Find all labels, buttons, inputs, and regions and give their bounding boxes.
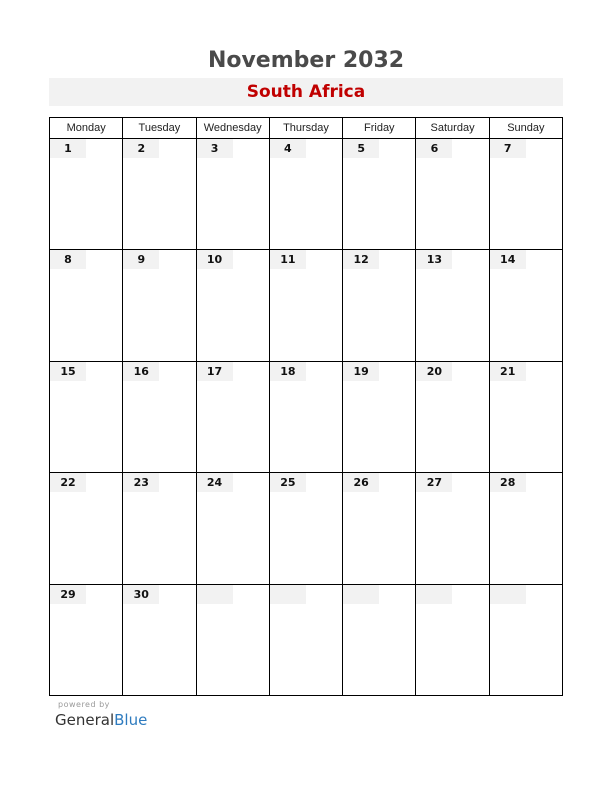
day-number: 10 (197, 250, 233, 269)
day-cell (416, 362, 489, 473)
day-number: 14 (490, 250, 526, 269)
day-number: 19 (343, 362, 379, 381)
day-number: 2 (123, 139, 159, 158)
day-cell (50, 362, 123, 473)
footer-logo (55, 700, 147, 729)
day-number: 28 (490, 473, 526, 492)
day-cell (343, 473, 416, 584)
day-number: 1 (50, 139, 86, 158)
day-cell (270, 362, 343, 473)
day-cell (50, 585, 123, 696)
day-number (197, 585, 233, 604)
day-cell (343, 585, 416, 696)
day-number: 7 (490, 139, 526, 158)
day-number: 13 (416, 250, 452, 269)
day-number: 9 (123, 250, 159, 269)
powered-by-text: powered by (58, 700, 110, 709)
day-number: 21 (490, 362, 526, 381)
day-cell (270, 473, 343, 584)
brand-logo (55, 711, 147, 729)
country-name: South Africa (246, 82, 366, 102)
day-cell (490, 250, 563, 361)
day-cell (197, 139, 270, 250)
weekday-header-sunday: Sunday (490, 118, 563, 139)
calendar-grid (49, 117, 563, 696)
day-number: 27 (416, 473, 452, 492)
day-cell (343, 139, 416, 250)
day-cell (197, 585, 270, 696)
day-number: 24 (197, 473, 233, 492)
weekday-header-thursday: Thursday (270, 118, 343, 139)
day-cell (270, 250, 343, 361)
day-number (490, 585, 526, 604)
brand-name-part2: Blue (114, 711, 148, 729)
day-cell (416, 250, 489, 361)
day-cell (416, 139, 489, 250)
day-cell (123, 473, 196, 584)
day-number: 6 (416, 139, 452, 158)
day-number: 17 (197, 362, 233, 381)
day-number: 3 (197, 139, 233, 158)
day-cell (123, 139, 196, 250)
brand-name-part1: General (55, 711, 115, 729)
day-cell (50, 473, 123, 584)
day-number: 22 (50, 473, 86, 492)
day-cell (50, 139, 123, 250)
day-cell (343, 362, 416, 473)
day-number: 12 (343, 250, 379, 269)
day-cell (197, 473, 270, 584)
day-cell (490, 473, 563, 584)
day-number: 8 (50, 250, 86, 269)
day-cell (123, 585, 196, 696)
country-banner (49, 78, 563, 106)
day-cell (416, 585, 489, 696)
day-cell (197, 250, 270, 361)
weekday-header-monday: Monday (50, 118, 123, 139)
day-number: 5 (343, 139, 379, 158)
day-cell (197, 362, 270, 473)
day-number: 11 (270, 250, 306, 269)
day-number: 25 (270, 473, 306, 492)
day-cell (270, 585, 343, 696)
day-cell (123, 250, 196, 361)
day-cell (270, 139, 343, 250)
day-cell (343, 250, 416, 361)
day-number: 15 (50, 362, 86, 381)
weekday-header-friday: Friday (343, 118, 416, 139)
day-number: 29 (50, 585, 86, 604)
day-number (270, 585, 306, 604)
day-number: 4 (270, 139, 306, 158)
day-number: 30 (123, 585, 159, 604)
day-cell (123, 362, 196, 473)
day-number: 16 (123, 362, 159, 381)
day-cell (416, 473, 489, 584)
weekday-header-wednesday: Wednesday (197, 118, 270, 139)
day-number (343, 585, 379, 604)
day-number (416, 585, 452, 604)
weekday-header-tuesday: Tuesday (123, 118, 196, 139)
weekday-header-saturday: Saturday (416, 118, 489, 139)
day-number: 18 (270, 362, 306, 381)
day-cell (50, 250, 123, 361)
day-number: 20 (416, 362, 452, 381)
day-cell (490, 362, 563, 473)
day-cell (490, 139, 563, 250)
day-number: 26 (343, 473, 379, 492)
day-number: 23 (123, 473, 159, 492)
calendar-title: November 2032 (207, 48, 405, 73)
day-cell (490, 585, 563, 696)
